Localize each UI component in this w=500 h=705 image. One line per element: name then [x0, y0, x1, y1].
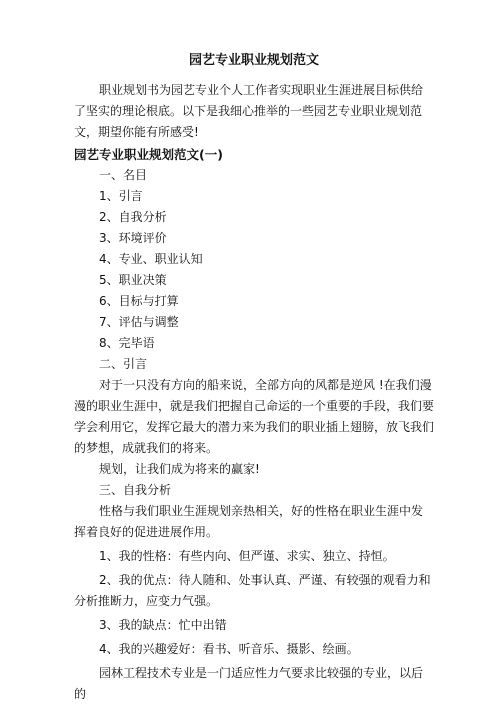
- toc-item: 3、环境评价: [99, 231, 167, 245]
- part3-item: 1、我的性格：有些内向、但严谨、求实、独立、持恒。: [99, 549, 395, 563]
- part3-item: 2、我的优点：待人随和、处事认真、严谨、有较强的观看力和分析推断力，应变力气强。: [74, 573, 431, 608]
- intro-paragraph: 职业规划书为园艺专业个人工作者实现职业生涯进展目标供给了坚实的理论根底。以下是我细心推举的一些园艺专业职业规划范文，期望你能有所感受!: [74, 83, 424, 139]
- document-title: 园艺专业职业规划范文: [188, 53, 319, 68]
- toc-item: 6、目标与打算: [99, 294, 179, 308]
- part3-item: 3、我的缺点：忙中出错: [99, 618, 227, 632]
- part2-paragraph-2: 规划，让我们成为将来的赢家!: [99, 462, 260, 476]
- part2-paragraph: 对于一只没有方向的船来说，全部方向的风都是逆风 !在我们漫漫的职业生涯中，就是我们把握自己命运的一个重要的手段，我们要学会利用它，发挥它最大的潜力来为我们的职业插上翅膀，放飞我们的梦想，成就我们的将来。: [74, 378, 435, 455]
- toc-item: 4、专业、职业认知: [99, 252, 203, 266]
- part3-paragraph-last: 园林工程技术专业是一门适应性力气要求比较强的专业，以后的: [74, 666, 424, 701]
- toc-heading: 一、名目: [99, 168, 148, 182]
- toc-item: 5、职业决策: [99, 273, 167, 287]
- part3-paragraph: 性格与我们职业生涯规划亲热相关，好的性格在职业生涯中发挥着良好的促进进展作用。: [74, 504, 424, 539]
- toc-item: 7、评估与调整: [99, 315, 179, 329]
- section-title: 园艺专业职业规划范文(一): [74, 147, 223, 162]
- toc-item: 2、自我分析: [99, 210, 167, 224]
- part3-item: 4、我的兴趣爱好：看书、听音乐、摄影、绘画。: [99, 642, 359, 656]
- part2-heading: 二、引言: [99, 357, 148, 371]
- toc-item: 8、完毕语: [99, 336, 155, 350]
- toc-item: 1、引言: [99, 189, 143, 203]
- part3-heading: 三、自我分析: [99, 483, 172, 497]
